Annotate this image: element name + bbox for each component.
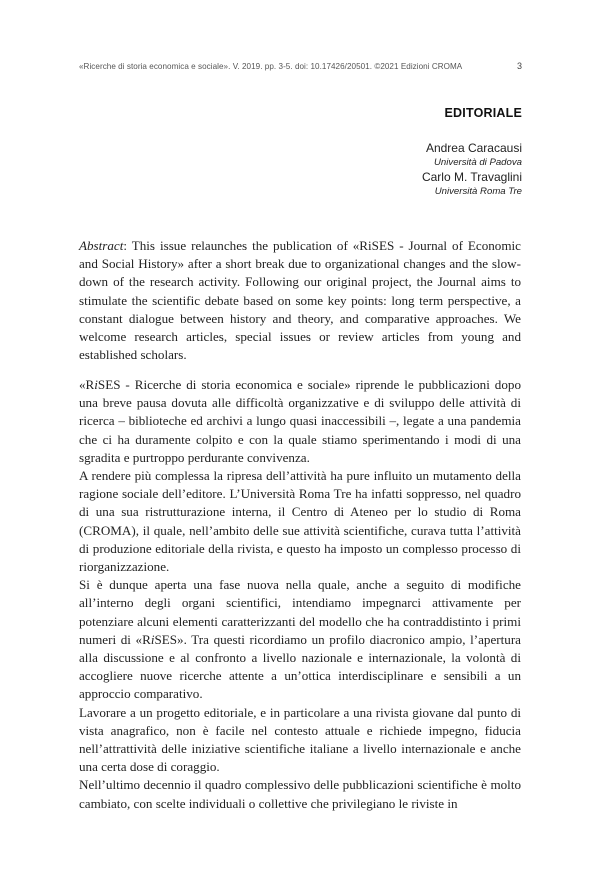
- paragraph: Lavorare a un progetto editoriale, e in particolare a una rivista giovane dal punto di vista anagrafico, non è facile nel contesto attuale e richiede impegno, fiducia nell’attrattività delle iniziative scientifiche italiane a livello internazionale e anche una certa dose di coraggio.: [79, 704, 521, 775]
- section-title: EDITORIALE: [444, 106, 522, 120]
- text-run: Si è dunque aperta una fase nuova nella quale, anche a seguito di modifiche all’interno degli organi scientifici, intendiamo impegnarci attivamente per potenziare alcuni elementi caratterizzanti del modello che ha contraddistinto i primi numeri di «R: [79, 577, 521, 647]
- abstract: [79, 237, 521, 364]
- paragraph: Nell’ultimo decennio il quadro complessivo delle pubblicazioni scientifiche è molto cambiato, con scelte individuali o collettive che privilegiano le riviste in: [79, 777, 521, 811]
- paragraph: A rendere più complessa la ripresa dell’attività ha pure influito un mutamento della ragione sociale dell’editore. L’Università Roma Tre ha infatti soppresso, nel quadro di una sua ristrutturazione interna, il Centro di Ateneo per lo studio di Roma (CROMA), il quale, nell’ambito delle sue attività scientifiche, curava tutta l’attività di produzione editoriale della rivista, e questo ha imposto un complesso processo di riorganizzazione.: [79, 468, 521, 575]
- text-run: «R: [79, 377, 95, 392]
- text-run: SES». Tra questi ricordiamo un profilo diacronico ampio, l’apertura alla discussione e al confronto a livello nazionale e internazionale, la volontà di accogliere nuove ricerche attente a un’ottica interdisciplinare e sensibili a un approccio comparativo.: [79, 631, 521, 702]
- abstract-label: Abstract: [79, 238, 124, 253]
- page-number: 3: [516, 61, 522, 71]
- author-block: [422, 141, 522, 199]
- paragraph: [79, 576, 521, 703]
- text-run-italic: i: [150, 631, 155, 647]
- author-name: Carlo M. Travaglini: [421, 170, 522, 184]
- text-run-italic: i: [94, 377, 98, 392]
- abstract-text: : This issue relaunches the publication of «RiSES - Journal of Economic and Social History» after a short break due to organizational changes and the slow-down of the research activity. Following our original project, the Journal aims to stimulate the scientific debate based on some key points: long term perspective, a constant dialogue between history and theory, and comparative approaches. We welcome research articles, special issues or review articles from young and established scholars.: [79, 238, 521, 363]
- author-affiliation: Università di Padova: [434, 157, 522, 168]
- paragraph: [79, 376, 521, 467]
- author-affiliation: Università Roma Tre: [434, 186, 522, 197]
- author-name: Andrea Caracausi: [425, 141, 522, 155]
- body-text: [79, 376, 521, 813]
- running-head: «Ricerche di storia economica e sociale». V. 2019. pp. 3-5. doi: 10.17426/20501. ©2021 Edizioni CROMA: [79, 62, 463, 71]
- text-run: SES - Ricerche di storia economica e sociale» riprende le pubblicazioni dopo una breve pausa dovuta alle difficoltà organizzative e di sviluppo delle attività di ricerca – biblioteche ed archivi a lungo quasi inaccessibili –, legate a una pandemia che ci ha duramente colpito e con la quale stiamo sperimentando i modi di una sgradita e purtroppo perdurante convivenza.: [79, 377, 521, 465]
